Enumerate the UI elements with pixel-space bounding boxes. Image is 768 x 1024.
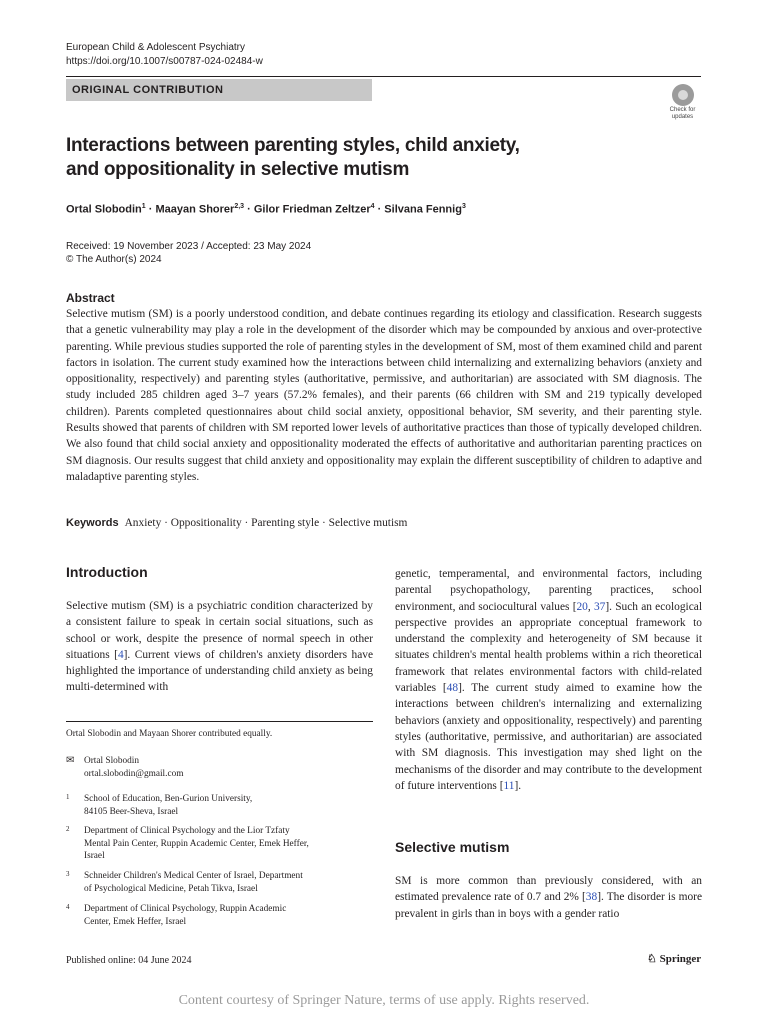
author-affiliation-number: 3 [461,203,466,210]
article-title: Interactions between parenting styles, child anxiety, and oppositionality in selective mutism [66,135,520,180]
author-name[interactable]: Silvana Fennig [384,203,462,216]
corresponding-name: Ortal Slobodin [84,756,140,766]
affiliation-number: 1 [66,793,70,801]
citation-link[interactable]: 11 [503,779,515,792]
author-name[interactable]: Gilor Friedman Zeltzer [253,203,371,216]
springer-horse-icon: ♘ [647,953,657,965]
header-rule [66,76,701,77]
journal-header [66,41,263,69]
corresponding-author [84,755,183,780]
selective-mutism-heading: Selective mutism [395,839,510,855]
abstract-heading: Abstract [66,291,115,305]
citation-link[interactable]: 37 [593,600,606,613]
springer-logo: ♘ Springer [647,953,702,965]
check-for-updates-badge[interactable] [664,84,701,124]
copyright: © The Author(s) 2024 [66,254,162,265]
author-affiliation-number: 2,3 [234,203,245,210]
citation-link[interactable]: 38 [585,891,598,904]
affiliation-number: 4 [66,903,70,911]
affiliation-3: Schneider Children's Medical Center of Israel, Department of Psychological Medicine, Petah Tikva, Israel [84,871,303,894]
courtesy-watermark: Content courtesy of Springer Nature, terms of use apply. Rights reserved. [178,993,590,1008]
citation-link[interactable]: 48 [446,682,459,695]
keywords [66,517,407,529]
affiliation-number: 3 [66,870,70,878]
citation-link[interactable]: 20 [576,600,588,613]
author-list: Ortal Slobodin$^1$ · Maayan Shorer$^{2,3}$ · Gilor Friedman Zeltzer$^4$ · Silvana Fennig$^3$ [66,203,466,216]
intro-paragraph-2: genetic, temperamental, and environmental factors, including parental psychopathology, parenting practices, school environment, and sociocultural values [20, 37]. Such an ecological perspective provides an appropriate conceptual framework to understand the complexity and heterogeneity of SM because it situates children's mental health problems within a rich theoretical framework that relates environmental factors with child-related variables [48]. The current study aimed to examine how the interactions between children's internalizing and externalizing behaviors (anxiety and oppositionality, respectively) and parenting styles (authoritative, permissive, and authoritarian) are associated with SM diagnosis. This investigation may shed light on the mechanisms of the disorder and may contribute to the development of future interventions [11]. [395,568,702,792]
author-affiliation-number: 4 [370,203,375,210]
intro-paragraph-1: Selective mutism (SM) is a psychiatric condition characterized by a consistent failure to speak in certain social situations, such as school or work, despite the presence of normal speech in other situations [4]. Current views of children's anxiety disorders have highlighted the importance of understanding child anxiety as being multi-determined with [66,600,373,694]
journal-name: European Child & Adolescent Psychiatry [66,42,245,53]
envelope-icon: ✉ [66,755,75,766]
abstract-text: Selective mutism (SM) is a poorly understood condition, and debate continues regarding its etiology and classification. Research suggests that a genetic vulnerability may play a role in the development of the disorder which may be compounded by anxious and over-protective parenting. While previous studies supported the role of parenting styles in the development of SM, most of them examined child and parent factors in isolation. The current study examined how the interactions between child internalizing and externalizing behaviors (anxiety and oppositionality, respectively) and parenting styles (authoritative, permissive, and authoritarian) are associated with SM diagnosis. The study included 285 children aged 3–7 years (57.2% females), and their parents (66 children with SM and 219 typically developed children). Parents completed questionnaires about child social anxiety, oppositional behavior, SM severity, and their parenting style. Results showed that parents of children with SM reported lower levels of authoritative practices than those of typically developed children. We also found that child social anxiety and oppositionality moderated the effects of authoritative and authoritarian parenting practices on SM diagnosis. Our results suggest that child anxiety and oppositionality may explain the different susceptibility of children to adaptive and maladaptive parenting styles. [66,308,702,483]
section-bar [66,79,372,101]
crossmark-text: Check for updates [669,107,696,120]
author-name[interactable]: Ortal Slobodin [66,203,142,216]
published-online: Published online: 04 June 2024 [66,955,192,966]
keywords-list: Anxiety · Oppositionality · Parenting style · Selective mutism [124,517,408,529]
received-accepted: Received: 19 November 2023 / Accepted: 23 May 2024 [66,241,312,252]
affiliation-number: 2 [66,825,70,833]
crossmark-icon [672,84,694,106]
keywords-label: Keywords [66,517,119,529]
affiliation-2: Department of Clinical Psychology and the Lior Tzfaty Mental Pain Center, Ruppin Academic Center, Emek Heffer, Israel [84,826,309,861]
affiliation-1: School of Education, Ben-Gurion University, 84105 Beer-Sheva, Israel [84,794,253,817]
corresponding-email[interactable]: ortal.slobodin@gmail.com [84,768,184,779]
section-label: ORIGINAL CONTRIBUTION [72,84,224,96]
citation-link[interactable]: 4 [117,648,124,661]
author-affiliation-number: 1 [141,203,146,210]
footnote-rule [66,721,373,722]
introduction-heading: Introduction [66,564,148,580]
author-name[interactable]: Maayan Shorer [155,203,235,216]
affiliation-4: Department of Clinical Psychology, Ruppin Academic Center, Emek Heffer, Israel [84,904,287,927]
sm-paragraph-1: SM is more common than previously considered, with an estimated prevalence rate of 0.7 and 2% [38]. The disorder is more prevalent in girls than in boys with a gender ratio [395,875,702,920]
equal-contribution-note: Ortal Slobodin and Mayaan Shorer contributed equally. [66,729,273,739]
doi-link[interactable]: https://doi.org/10.1007/s00787-024-02484-w [66,56,263,67]
article-dates [66,240,311,266]
